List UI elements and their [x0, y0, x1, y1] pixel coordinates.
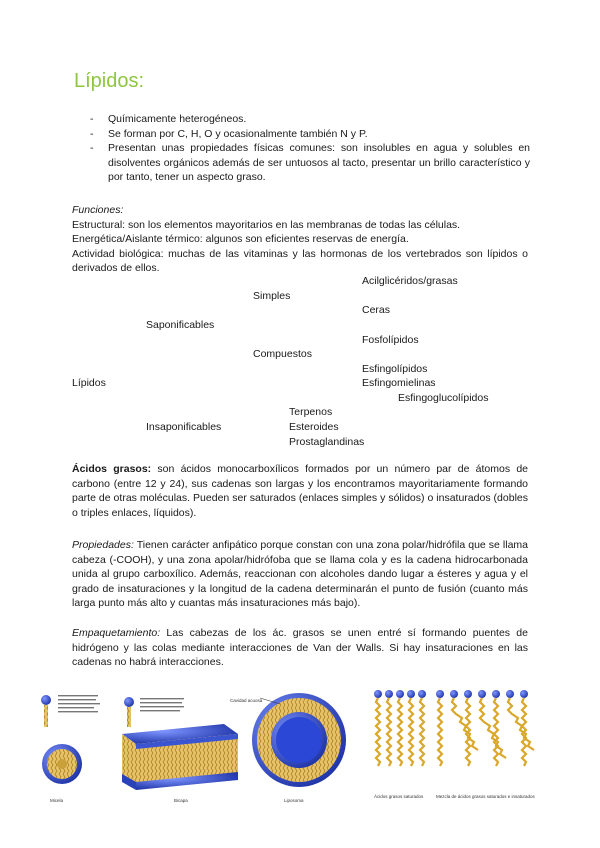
liposome-diagram	[252, 693, 346, 787]
empaquetamiento-heading: Empaquetamiento:	[72, 627, 161, 639]
tree-lipidos: Lípidos	[72, 377, 106, 389]
propiedades-paragraph	[72, 538, 528, 611]
mezcla-label: Mezcla de ácidos grasos saturados e insaturados	[436, 794, 535, 799]
page-title: Lípidos:	[74, 70, 145, 92]
propiedades-text: Tienen carácter anfipático porque constan con una zona polar/hidrófila que se llama cabeza (-COOH), y una zona apolar/hidrófoba que se llama cola y es la cadena hidrocarbonada unida al grupo carboxílico. Además, reaccionan con alcoholes dando lugar a ésteres y agua y el grado de insaturaciones y la longitud de la cadena determinarán el punto de fusión (cuanto más larga punto más alto y cuantas más insaturaciones más bajo).	[72, 539, 528, 610]
tree-esfingoglucolipidos: Esfingoglucolípidos	[398, 392, 489, 404]
acidos-heading: Ácidos grasos:	[72, 463, 152, 475]
liposoma-label: Liposoma	[284, 798, 304, 803]
propiedades-heading: Propiedades:	[72, 539, 134, 551]
list-item: - Presentan unas propiedades físicas comunes: son insolubles en agua y solubles en disolventes orgánicos además de ser untuosos al tacto, presentar un brillo característico y por tanto, tener un aspecto graso.	[90, 141, 530, 185]
cavidad-label: Cavidad acuosa	[230, 698, 263, 703]
acidos-paragraph	[72, 462, 528, 520]
tree-esfingolipidos: Esfingolípidos	[362, 363, 428, 375]
list-item: - Químicamente heterogéneos.	[90, 112, 530, 127]
funciones-heading: Funciones:	[72, 204, 124, 216]
molecule-icon	[124, 697, 134, 727]
micelle-diagram	[42, 744, 82, 784]
molecule-icon	[41, 695, 51, 727]
tree-terpenos: Terpenos	[289, 406, 333, 418]
acidos-text: son ácidos monocarboxílicos formados por un número par de átomos de carbono (entre 12 y 24), sus cadenas son largas y los encontramos mayoritariamente formando parte de otras moléculas. Pueden ser saturados (enlaces simples y sólidos) o insaturados (dobles o triples enlaces, líquidos).	[72, 463, 529, 519]
micela-label: Micela	[50, 798, 64, 803]
tree-ceras: Ceras	[362, 304, 391, 316]
funciones-line: Actividad biológica: muchas de las vitaminas y las hormonas de los vertebrados son lípidos o derivados de ellos.	[72, 247, 528, 275]
tree-prostaglandinas: Prostaglandinas	[289, 436, 365, 448]
saturated-chains	[374, 690, 426, 766]
tree-acilgliceridos: Acilglicéridos/grasas	[362, 275, 458, 287]
tree-esteroides: Esteroides	[289, 421, 339, 433]
funciones-line: Estructural: son los elementos mayoritarios en las membranas de todas las células.	[72, 218, 461, 231]
tree-simples: Simples	[253, 290, 291, 302]
mixed-chains	[436, 690, 534, 766]
bilayer-diagram	[122, 724, 238, 790]
list-item: - Se forman por C, H, O y ocasionalmente también N y P.	[90, 127, 530, 142]
tree-insaponificables: Insaponificables	[146, 421, 222, 433]
saturados-label: Ácidos grasos saturados	[374, 794, 424, 799]
tree-esfingomielinas: Esfingomielinas	[362, 377, 436, 389]
lipid-structures-figure	[34, 690, 364, 810]
tree-fosfolipidos: Fosfolípidos	[362, 334, 419, 346]
empaquetamiento-paragraph	[72, 626, 528, 670]
bicapa-label: Bicapa	[174, 798, 188, 803]
tree-compuestos: Compuestos	[253, 348, 312, 360]
fatty-acid-chains-figure	[370, 686, 540, 810]
empaquetamiento-text: Las cabezas de los ác. grasos se unen entré sí formando puentes de hidrógeno y las colas mediante interacciones de Van der Walls. Si hay insaturaciones en las cadenas no habrá interacciones.	[72, 627, 528, 669]
funciones-line: Energética/Aislante térmico: algunos son eficientes reservas de energía.	[72, 233, 409, 246]
tree-saponificables: Saponificables	[146, 319, 215, 331]
